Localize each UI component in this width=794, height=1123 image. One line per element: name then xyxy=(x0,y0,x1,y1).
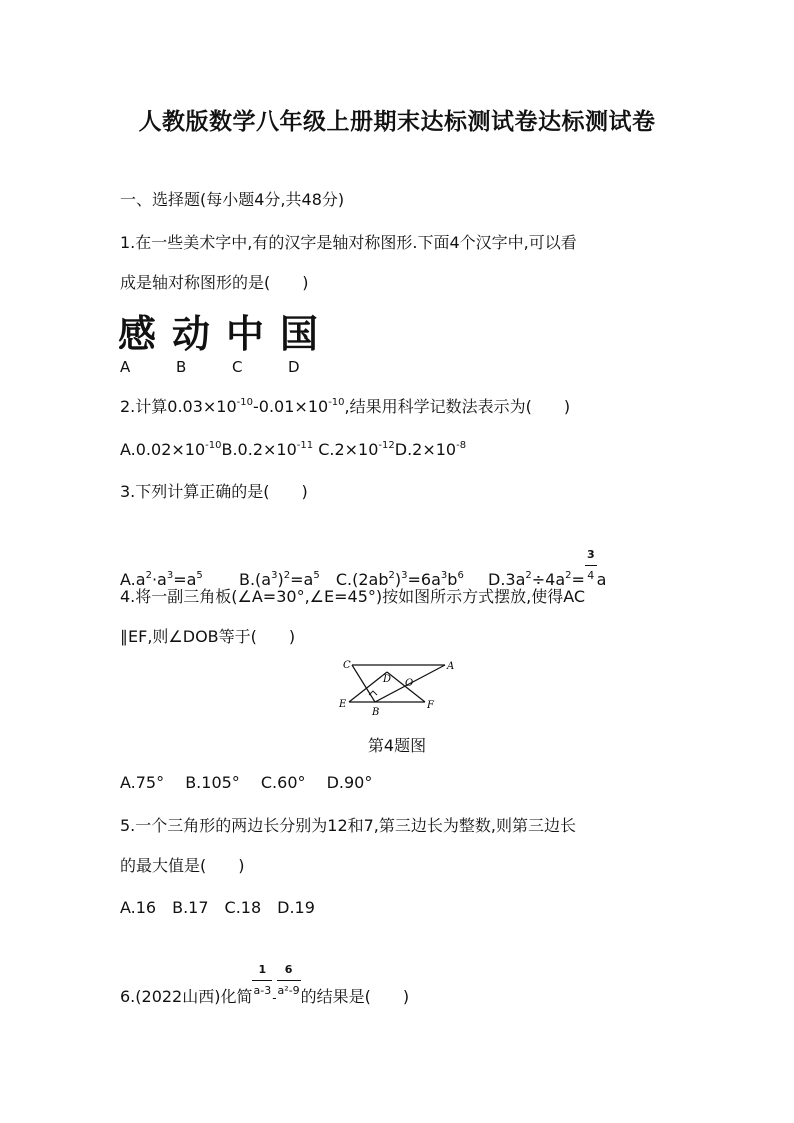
q3-option-d: $D.3a^2\div 4a^2=$ $\frac{3}{4}$ a xyxy=(488,570,606,589)
q3-options xyxy=(120,545,606,590)
q6-minus: - xyxy=(272,991,277,1005)
q4-stem-line1: 4.将一副三角板(∠A=30°,∠E=45°)按如图所示方式摆放,使得AC xyxy=(120,587,586,606)
q4-options: A.75° B.105° C.60° D.90° xyxy=(120,773,373,792)
q1-char-d: 国 xyxy=(280,312,323,356)
section-heading: 一、选择题(每小题4分,共48分) xyxy=(120,190,345,209)
q2-option-a: A.0.02×10 xyxy=(120,440,206,459)
q3-stem: 3.下列计算正确的是( ) xyxy=(120,482,308,501)
fig-label-e: E xyxy=(339,699,347,710)
q2-text-c: ,结果用科学记数法表示为( ) xyxy=(344,397,571,416)
q2-option-d-exp: -8 xyxy=(456,440,467,451)
q1-label-a: A xyxy=(120,358,131,376)
q6-text-post: 的结果是( ) xyxy=(300,987,410,1006)
q1-label-d: D xyxy=(288,358,300,376)
fig-label-b: B xyxy=(372,707,380,718)
q2-options xyxy=(120,440,466,460)
q1-char-b: 动 xyxy=(172,312,215,356)
q4-stem-line2: ∥EF,则∠DOB等于( ) xyxy=(120,627,296,646)
q2-option-c: C.2×10 xyxy=(318,440,379,459)
q6-fraction-1: $\frac{1}{a-3}$ xyxy=(252,960,272,1001)
q2-stem xyxy=(120,397,570,417)
q2-exp1: -10 xyxy=(236,397,254,408)
q5-stem-line2: 的最大值是( ) xyxy=(120,856,245,875)
q2-text-b: -0.01×10 xyxy=(253,397,329,416)
q6-text-pre: 6.(2022山西)化简 xyxy=(120,987,253,1006)
figure-caption: 第4题图 xyxy=(367,736,427,755)
q6-fraction-2: $\frac{6}{\text{a²-9}}$ xyxy=(277,960,301,1001)
q1-option-labels xyxy=(120,358,344,376)
fig-label-c: C xyxy=(343,660,351,671)
q2-option-b: B.0.2×10 xyxy=(221,440,297,459)
q2-option-c-exp: -12 xyxy=(378,440,395,451)
page-title: 人教版数学八年级上册期末达标测试卷达标测试卷 xyxy=(138,108,656,135)
fig-label-f: F xyxy=(427,700,434,711)
q1-char-c: 中 xyxy=(226,312,269,356)
q1-stem-line2: 成是轴对称图形的是( ) xyxy=(120,273,309,292)
q1-label-c: C xyxy=(232,358,243,376)
q1-characters xyxy=(118,303,334,358)
q1-stem-line1: 1.在一些美术字中,有的汉字是轴对称图形.下面4个汉字中,可以看 xyxy=(120,233,577,252)
q2-option-d: D.2×10 xyxy=(394,440,457,459)
q3-option-b: $B.(a^3)^2=a^5$ xyxy=(238,570,320,589)
q6-stem xyxy=(120,960,409,1008)
q2-option-a-exp: -10 xyxy=(205,440,222,451)
q3-option-c: $C.(2ab^2)^3=6a^3b^6$ xyxy=(335,570,464,589)
q3-option-a: $A.a^2\cdot a^3=a^5$ xyxy=(120,570,203,589)
q2-text-a: 2.计算0.03×10 xyxy=(120,397,237,416)
q3-option-d-fraction: $\frac{3}{4}$ xyxy=(585,545,597,586)
triangle-figure xyxy=(335,655,460,720)
fig-label-o: O xyxy=(405,678,414,689)
q2-option-b-exp: -11 xyxy=(296,440,314,451)
fig-label-a: A xyxy=(447,661,455,672)
q2-exp2: -10 xyxy=(328,397,345,408)
q1-label-b: B xyxy=(176,358,187,376)
q5-options: A.16 B.17 C.18 D.19 xyxy=(120,898,315,917)
fig-label-d: D xyxy=(383,674,392,685)
q5-stem-line1: 5.一个三角形的两边长分别为12和7,第三边长为整数,则第三边长 xyxy=(120,816,576,835)
q1-char-a: 感 xyxy=(118,312,161,356)
